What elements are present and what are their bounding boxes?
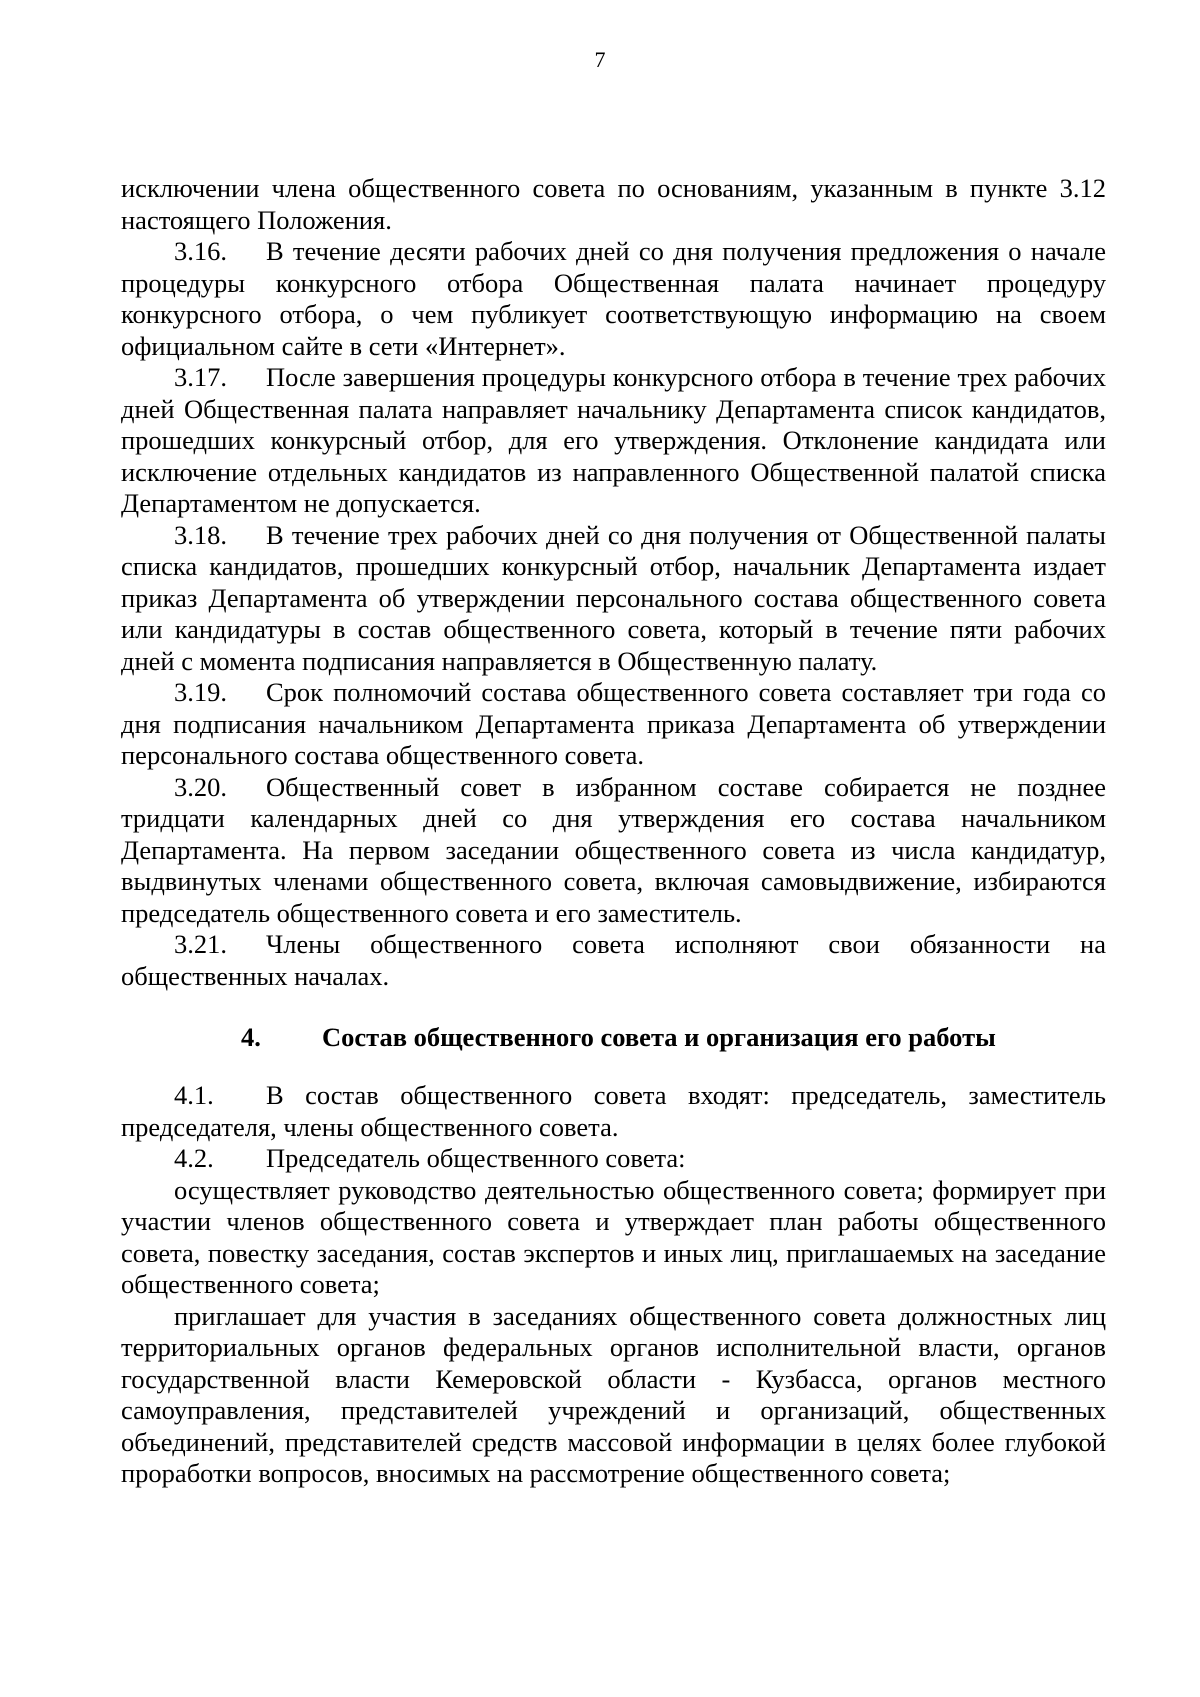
section-title: Состав общественного совета и организация его работы [322,1022,996,1052]
paragraph-number: 3.20. [174,771,227,802]
paragraph-3-16 [121,236,1106,362]
paragraph-text: В состав общественного совета входят: председатель, заместитель председателя, члены общественного совета. [121,1080,1106,1142]
paragraph-text: После завершения процедуры конкурсного отбора в течение трех рабочих дней Общественная палата направляет начальнику Департамента список кандидатов, прошедших конкурсный отбор, для его утверждения. Отклонение кандидата или исключение отдельных кандидатов из направленного Общественной палатой списка Департаментом не допускается. [121,362,1106,518]
paragraph-4-2 [121,1143,1106,1175]
paragraph-number: 3.17. [174,362,227,392]
paragraph-text: приглашает для участия в заседаниях общественного совета должностных лиц территориальных органов федеральных органов исполнительной власти, органов государственной власти Кемеровской области - Кузбасса, органов местного самоуправления, представителей учреждений и организаций, общественных объединений, представителей средств массовой информации в целях более глубокой проработки вопросов, вносимых на рассмотрение общественного совета; [121,1300,1106,1488]
section-number: 4. [241,1022,261,1052]
paragraph-number: 4.2. [174,1143,214,1173]
page-number: 7 [594,47,606,72]
paragraph-3-19 [121,677,1106,772]
paragraph-text: осуществляет руководство деятельностью общественного совета; формирует при участии членов общественного совета и утверждает план работы общественного совета, повестку заседания, состав экспертов и иных лиц, приглашаемых на заседание общественного совета; [121,1174,1106,1299]
paragraph-4-1 [121,1080,1106,1143]
paragraph-text: Председатель общественного совета: [266,1143,686,1173]
paragraph-number: 3.21. [174,929,227,959]
paragraph-duty-2 [121,1301,1106,1490]
paragraph-text: Члены общественного совета исполняют свои обязанности на общественных началах. [121,929,1106,991]
paragraph-number: 4.1. [174,1080,214,1110]
paragraph-number: 3.16. [174,236,227,266]
paragraph-number: 3.18. [174,519,227,550]
document-body [121,173,1106,1490]
paragraph-text: исключении члена общественного совета по основаниям, указанным в пункте 3.12 настоящего Положения. [121,173,1106,235]
paragraph-3-18 [121,520,1106,678]
paragraph-continuation [121,173,1106,236]
paragraph-3-21 [121,929,1106,992]
paragraph-3-17 [121,362,1106,520]
paragraph-text: Общественный совет в избранном составе собирается не позднее тридцати календарных дней со дня утверждения его состава начальником Департамента. На первом заседании общественного совета из числа кандидатур, выдвинутых членами общественного совета, включая самовыдвижение, избираются председатель общественного совета и его заместитель. [121,771,1106,928]
paragraph-text: Срок полномочий состава общественного совета составляет три года со дня подписания начальником Департамента приказа Департамента об утверждении персонального состава общественного совета. [121,677,1106,770]
paragraph-number: 3.19. [174,677,227,707]
section-heading [121,1021,1106,1053]
paragraph-3-20 [121,772,1106,930]
paragraph-text: В течение десяти рабочих дней со дня получения предложения о начале процедуры конкурсного отбора Общественная палата начинает процедуру конкурсного отбора, о чем публикует соответствующую информацию на своем официальном сайте в сети «Интернет». [121,236,1106,361]
paragraph-text: В течение трех рабочих дней со дня получения от Общественной палаты списка кандидатов, прошедших конкурсный отбор, начальник Департамента издает приказ Департамента об утверждении персонального состава общественного совета или кандидатуры в состав общественного совета, который в течение пяти рабочих дней с момента подписания направляется в Общественную палату. [121,519,1106,676]
paragraph-duty-1 [121,1175,1106,1301]
